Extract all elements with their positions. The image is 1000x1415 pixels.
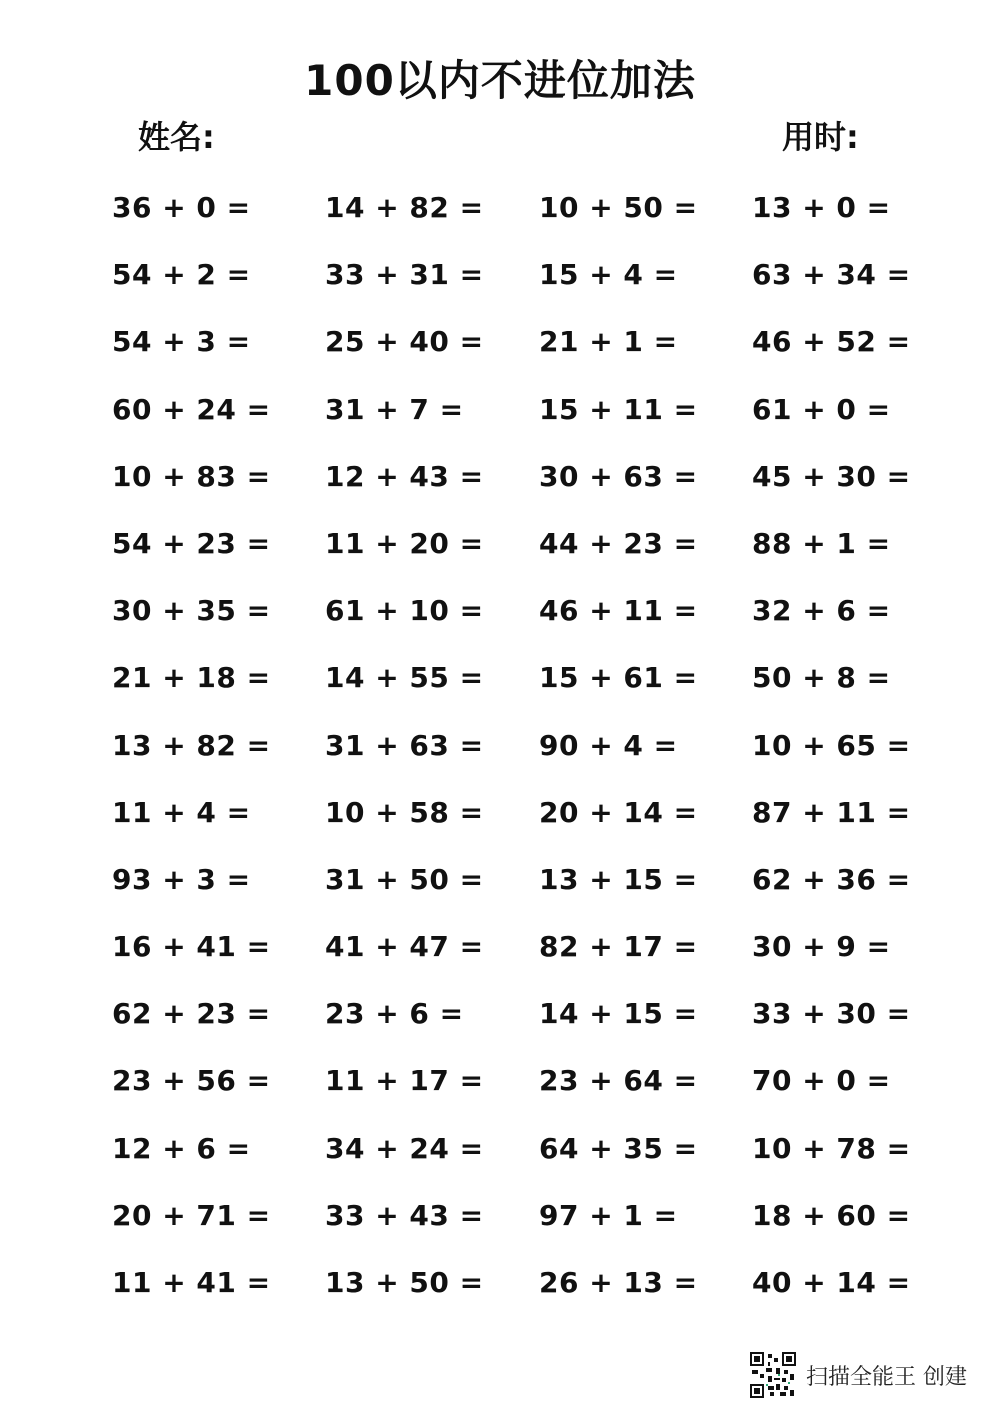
scanner-watermark xyxy=(750,1352,967,1398)
math-problem: 87 + 11 = xyxy=(752,795,911,829)
math-problem: 61 + 10 = xyxy=(325,594,484,628)
math-problem: 10 + 58 = xyxy=(325,795,484,829)
math-problem: 33 + 43 = xyxy=(325,1198,484,1232)
math-problem: 62 + 23 = xyxy=(112,997,271,1031)
math-problem: 93 + 3 = xyxy=(112,862,251,896)
math-problem: 46 + 11 = xyxy=(539,594,698,628)
math-problem: 33 + 31 = xyxy=(325,258,484,292)
math-problem: 14 + 82 = xyxy=(325,191,484,224)
math-problem: 31 + 7 = xyxy=(325,392,464,426)
math-problem: 46 + 52 = xyxy=(752,325,911,359)
math-problem: 32 + 6 = xyxy=(752,594,891,628)
math-problem: 15 + 61 = xyxy=(539,661,698,695)
math-problem: 97 + 1 = xyxy=(539,1198,678,1232)
math-problem: 41 + 47 = xyxy=(325,930,484,964)
math-problem: 11 + 41 = xyxy=(112,1266,271,1299)
math-problem: 54 + 23 = xyxy=(112,526,271,560)
math-problem: 50 + 8 = xyxy=(752,661,891,695)
math-problem: 34 + 24 = xyxy=(325,1131,484,1165)
math-problem: 88 + 1 = xyxy=(752,526,891,560)
math-problem: 13 + 15 = xyxy=(539,862,698,896)
math-problem: 12 + 6 = xyxy=(112,1131,251,1165)
math-problem: 21 + 18 = xyxy=(112,661,271,695)
math-problem: 70 + 0 = xyxy=(752,1064,891,1098)
math-problem: 13 + 82 = xyxy=(112,728,271,762)
math-problem: 23 + 6 = xyxy=(325,997,464,1031)
math-problem: 90 + 4 = xyxy=(539,728,678,762)
math-problem: 82 + 17 = xyxy=(539,930,698,964)
math-problem: 31 + 63 = xyxy=(325,728,484,762)
name-label: 姓名: xyxy=(138,118,215,156)
math-problem: 11 + 4 = xyxy=(112,795,251,829)
math-problem: 31 + 50 = xyxy=(325,862,484,896)
math-problem: 63 + 34 = xyxy=(752,258,911,292)
math-problem: 20 + 71 = xyxy=(112,1198,271,1232)
math-problem: 16 + 41 = xyxy=(112,930,271,964)
math-problem: 10 + 83 = xyxy=(112,459,271,493)
math-problem: 36 + 0 = xyxy=(112,191,251,224)
math-problem: 62 + 36 = xyxy=(752,862,911,896)
math-problem: 12 + 43 = xyxy=(325,459,484,493)
math-problem: 33 + 30 = xyxy=(752,997,911,1031)
qr-code-icon xyxy=(750,1352,796,1398)
problem-grid xyxy=(112,174,962,1316)
math-problem: 11 + 17 = xyxy=(325,1064,484,1098)
math-problem: 30 + 63 = xyxy=(539,459,698,493)
time-label: 用时: xyxy=(782,118,859,156)
math-problem: 20 + 14 = xyxy=(539,795,698,829)
math-problem: 30 + 9 = xyxy=(752,930,891,964)
page-title: 100以内不进位加法 xyxy=(304,56,696,105)
math-problem: 13 + 0 = xyxy=(752,191,891,224)
math-problem: 61 + 0 = xyxy=(752,392,891,426)
math-problem: 23 + 56 = xyxy=(112,1064,271,1098)
math-problem: 54 + 3 = xyxy=(112,325,251,359)
math-problem: 54 + 2 = xyxy=(112,258,251,292)
math-problem: 23 + 64 = xyxy=(539,1064,698,1098)
math-problem: 15 + 11 = xyxy=(539,392,698,426)
math-problem: 14 + 55 = xyxy=(325,661,484,695)
math-problem: 10 + 65 = xyxy=(752,728,911,762)
watermark-text: 扫描全能王 创建 xyxy=(806,1364,967,1390)
math-problem: 10 + 50 = xyxy=(539,191,698,224)
math-problem: 44 + 23 = xyxy=(539,526,698,560)
math-problem: 40 + 14 = xyxy=(752,1266,911,1299)
math-problem: 25 + 40 = xyxy=(325,325,484,359)
math-problem: 18 + 60 = xyxy=(752,1198,911,1232)
math-problem: 13 + 50 = xyxy=(325,1266,484,1299)
math-problem: 64 + 35 = xyxy=(539,1131,698,1165)
math-problem: 26 + 13 = xyxy=(539,1266,698,1299)
math-problem: 60 + 24 = xyxy=(112,392,271,426)
math-problem: 10 + 78 = xyxy=(752,1131,911,1165)
math-problem: 14 + 15 = xyxy=(539,997,698,1031)
math-problem: 30 + 35 = xyxy=(112,594,271,628)
math-problem: 45 + 30 = xyxy=(752,459,911,493)
math-problem: 21 + 1 = xyxy=(539,325,678,359)
math-problem: 15 + 4 = xyxy=(539,258,678,292)
math-problem: 11 + 20 = xyxy=(325,526,484,560)
